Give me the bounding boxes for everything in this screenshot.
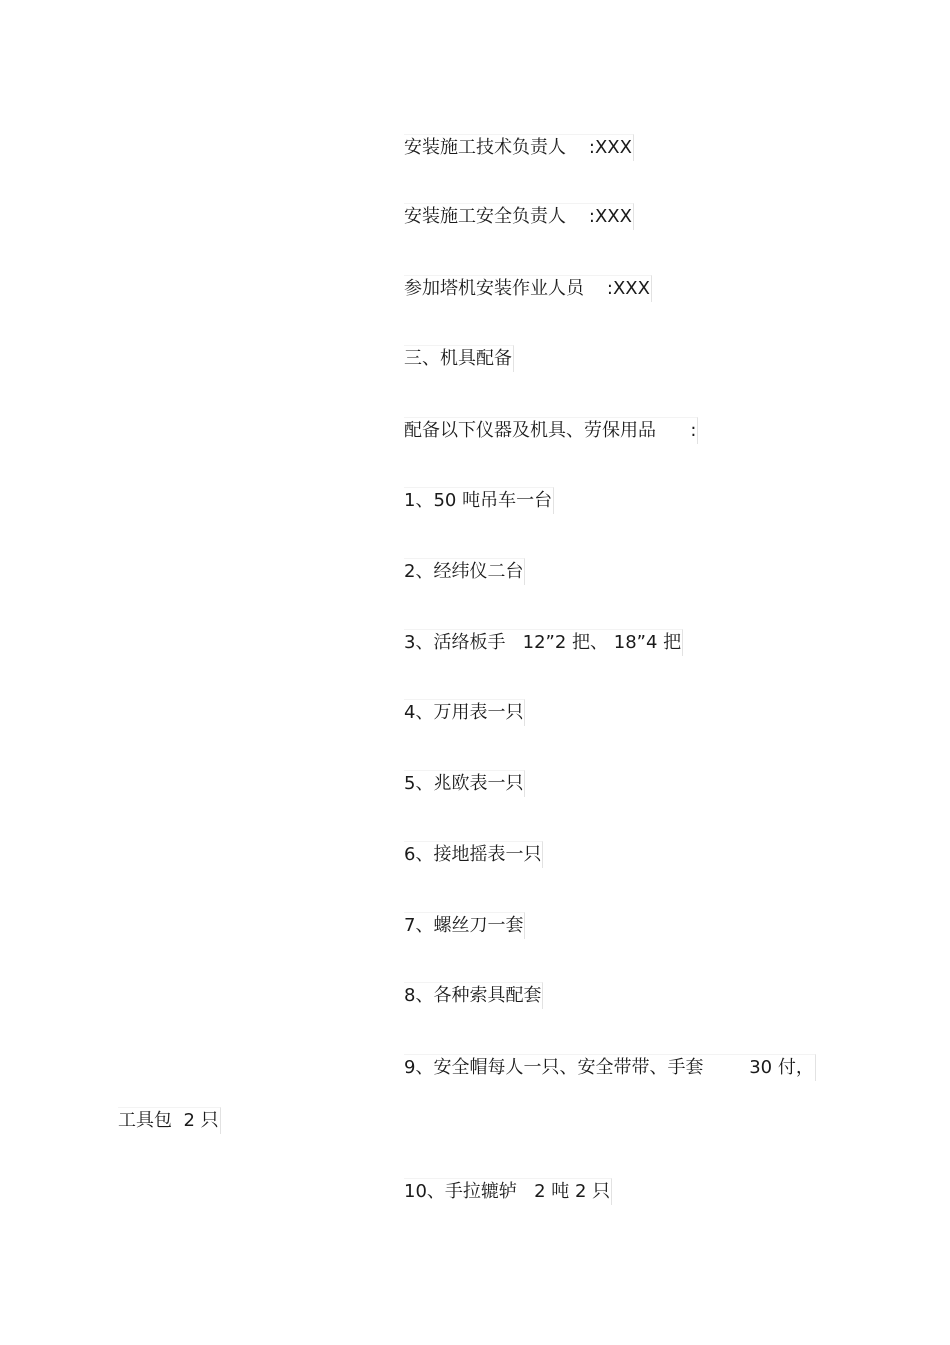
list-item: 10、手拉辘轳 2 吨 2 只 bbox=[404, 1178, 612, 1205]
tech-lead-line: 安装施工技术负责人 :XXX bbox=[404, 134, 634, 161]
equipment-intro: 配备以下仪器及机具、劳保用品 : bbox=[404, 417, 698, 444]
list-item: 8、各种索具配套 bbox=[404, 982, 543, 1009]
list-item: 4、万用表一只 bbox=[404, 699, 525, 726]
list-item-continuation: 工具包 2 只 bbox=[118, 1107, 221, 1134]
list-item: 3、活络板手 12”2 把、 18”4 把 bbox=[404, 629, 683, 656]
section-heading: 三、机具配备 bbox=[404, 345, 514, 372]
list-item: 7、螺丝刀一套 bbox=[404, 912, 525, 939]
list-item: 6、接地摇表一只 bbox=[404, 841, 543, 868]
list-item: 5、兆欧表一只 bbox=[404, 770, 525, 797]
list-item: 1、50 吨吊车一台 bbox=[404, 487, 554, 514]
safety-lead-line: 安装施工安全负责人 :XXX bbox=[404, 203, 634, 230]
list-item: 9、安全帽每人一只、安全带带、手套 30 付， bbox=[404, 1054, 816, 1081]
installers-line: 参加塔机安装作业人员 :XXX bbox=[404, 275, 652, 302]
list-item: 2、经纬仪二台 bbox=[404, 558, 525, 585]
